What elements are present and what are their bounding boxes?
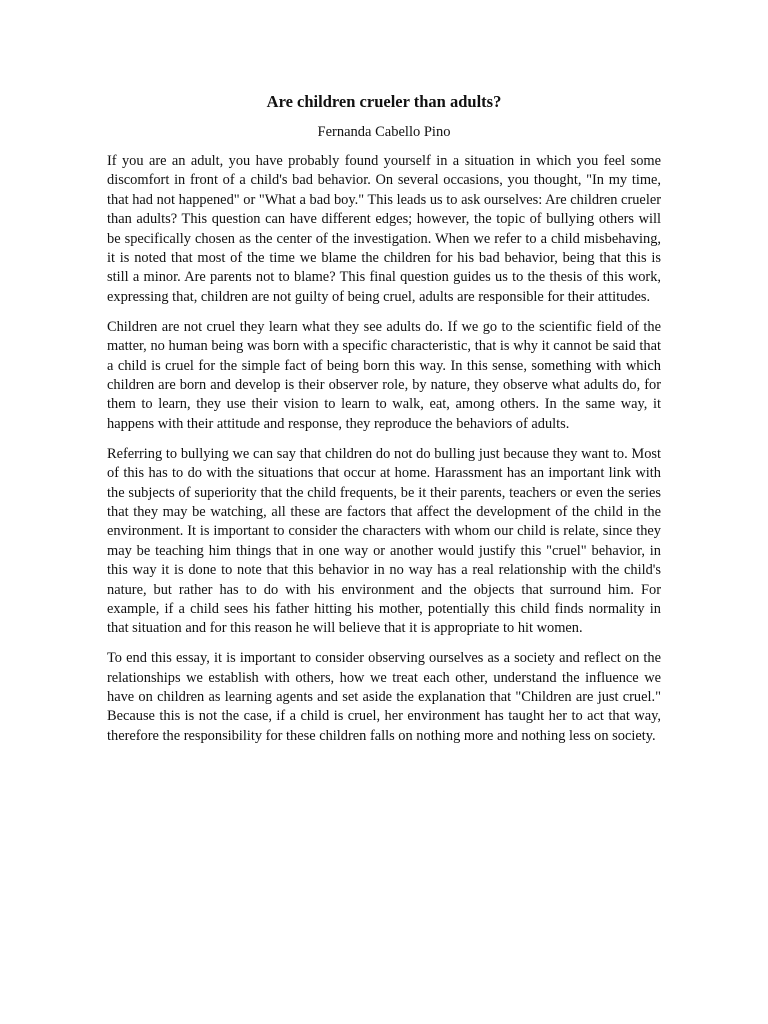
document-author: Fernanda Cabello Pino	[317, 124, 451, 140]
paragraph-learning-from-adults: Children are not cruel they learn what they see adults do. If we go to the scientific field of the matter, no human being was born with a specific characteristic, that is why it cannot be said that a child is cruel for the simple fact of being born this way. In this sense, something with which children are born and develop is their observer role, by nature, they observe what adults do, for them to learn, they use their vision to learn to walk, eat, among others. In the same way, it happens with their attitude and response, they reproduce the behaviors of adults.	[107, 318, 661, 432]
document-title: Are children crueler than adults?	[266, 92, 502, 111]
paragraph-conclusion: To end this essay, it is important to consider observing ourselves as a society and reflect on the relationships we establish with others, how we treat each other, understand the influence we have on children as learning agents and set aside the explanation that "Children are just cruel." Because this is not the case, if a child is cruel, her environment has taught her to act that way, therefore the responsibility for these children falls on nothing more and nothing less on society.	[107, 650, 661, 744]
paragraph-bullying: Referring to bullying we can say that children do not do bulling just because they want to. Most of this has to do with the situations that occur at home. Harassment has an important link with the subjects of superiority that the child frequents, be it their parents, teachers or even the series that they may be watching, all these are factors that affect the development of the child in the environment. It is important to consider the characters with whom our child is relate, since they may be teaching him things that in one way or another would justify this "cruel" behavior, in this way it is done to note that this behavior in no way has a real relationship with the child's nature, but rather has to do with his environment and the objects that surround him. For example, if a child sees his father hitting his mother, potentially this child finds normality in that situation and for this reason he will believe that it is appropriate to hit women.	[107, 445, 661, 637]
paragraph-introduction: If you are an adult, you have probably found yourself in a situation in which you feel some discomfort in front of a child's bad behavior. On several occasions, you thought, "In my time, that had not happened" or "What a bad boy." This leads us to ask ourselves: Are children crueler than adults? This question can have different edges; however, the topic of bullying others will be specifically chosen as the center of the investigation. When we refer to a child misbehaving, it is noted that most of the time we blame the children for his bad behavior, being that this is still a minor. Are parents not to blame? This final question guides us to the thesis of this work, expressing that, children are not guilty of being cruel, adults are responsible for their attitudes.	[107, 153, 661, 305]
document-body	[107, 92, 661, 746]
